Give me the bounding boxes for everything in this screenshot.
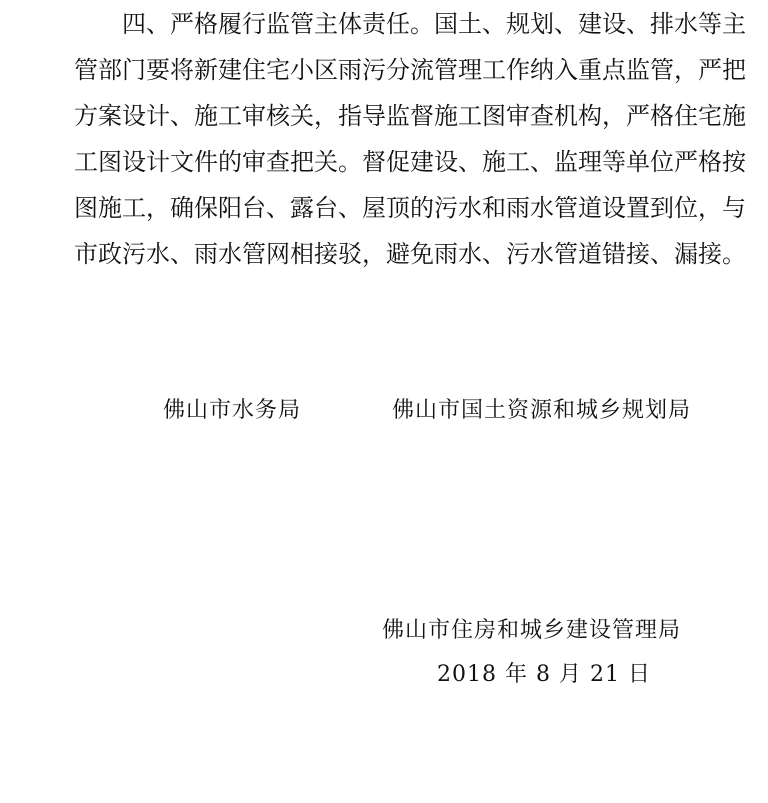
document-date: 2018 年 8 月 21 日 bbox=[437, 662, 651, 687]
signature-water-bureau: 佛山市水务局 bbox=[163, 398, 302, 423]
paragraph-line: 管部门要将新建住宅小区雨污分流管理工作纳入重点监管，严把 bbox=[74, 56, 746, 84]
paragraph-line: 图施工，确保阳台、露台、屋顶的污水和雨水管道设置到位，与 bbox=[74, 194, 746, 222]
signature-housing-bureau: 佛山市住房和城乡建设管理局 bbox=[382, 618, 682, 643]
paragraph-line: 工图设计文件的审查把关。督促建设、施工、监理等单位严格按 bbox=[74, 148, 746, 176]
signature-land-planning-bureau: 佛山市国土资源和城乡规划局 bbox=[392, 398, 692, 423]
paragraph-line: 市政污水、雨水管网相接驳，避免雨水、污水管道错接、漏接。 bbox=[74, 240, 746, 268]
paragraph-line: 四、严格履行监管主体责任。国土、规划、建设、排水等主 bbox=[122, 10, 746, 38]
paragraph-line: 方案设计、施工审核关，指导监督施工图审查机构，严格住宅施 bbox=[74, 102, 746, 130]
body-paragraph bbox=[74, 6, 746, 282]
